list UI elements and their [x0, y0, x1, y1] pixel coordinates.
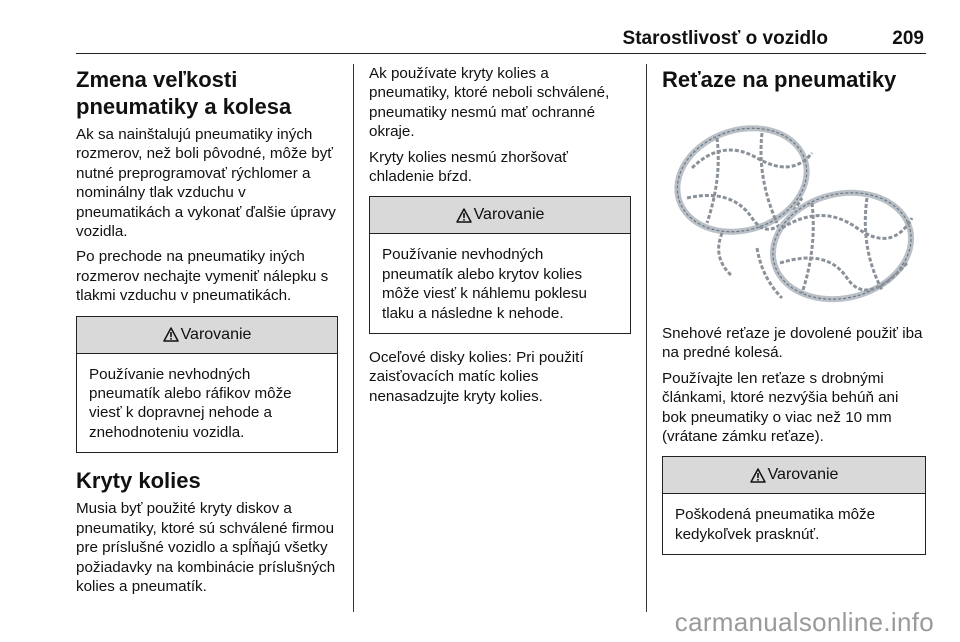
heading-size-change: Zmena veľkosti pneumatiky a kolesa: [76, 67, 292, 119]
watermark: carmanualsonline.info: [674, 607, 934, 637]
paragraph: Kryty kolies nesmú zhoršovať chladenie bŕzd.: [369, 148, 568, 186]
warning-box: [76, 316, 338, 454]
warning-box: [662, 456, 926, 555]
header-rule: [76, 53, 926, 54]
warning-text: Poškodená pneumatika môže kedykoľvek prasknúť.: [675, 506, 876, 543]
running-header-title: Starostlivosť o vozidlo: [622, 28, 828, 49]
warning-text: Používanie nevhodných pneumatík alebo ráfikov môže viesť k dopravnej nehode a znehodnoteniu vozidla.: [89, 365, 292, 441]
heading-wheel-covers: Kryty kolies: [76, 468, 201, 494]
column-middle: [369, 64, 631, 612]
warning-header: [663, 457, 925, 494]
paragraph: Po prechode na pneumatiky iných rozmerov nechajte vymeniť nálepku s tlakmi vzduchu v pneumatikách.: [76, 248, 329, 305]
column-right: [662, 64, 926, 612]
paragraph: Oceľové disky kolies: Pri použití zaisťovacích matíc kolies nenasadzujte kryty kolies.: [369, 349, 584, 405]
warning-triangle-icon: [456, 208, 472, 223]
warning-label: Varovanie: [473, 206, 545, 224]
column-divider: [353, 64, 354, 612]
warning-label: Varovanie: [767, 466, 839, 484]
column-left: [76, 64, 338, 612]
paragraph: Snehové reťaze je dovolené použiť iba na predné kolesá.: [662, 325, 923, 362]
warning-header: [370, 197, 630, 234]
warning-header: [77, 317, 337, 354]
page-number: 209: [892, 28, 924, 49]
heading-tire-chains: Reťaze na pneumatiky: [662, 67, 897, 92]
paragraph: Používajte len reťaze s drobnými článkami, ktoré nezvýšia behúň ani bok pneumatiky o viac než 10 mm (vrátane zámku reťaze).: [662, 369, 899, 446]
warning-label: Varovanie: [180, 325, 252, 343]
warning-box: [369, 196, 631, 334]
snow-chains-illustration: [662, 98, 926, 318]
paragraph: Ak používate kryty kolies a pneumatiky, ktoré neboli schválené, pneumatiky nesmú mať ochranné okraje.: [369, 65, 610, 141]
warning-text: Používanie nevhodných pneumatík alebo krytov kolies môže viesť k náhlemu poklesu tlaku a následne k nehode.: [382, 246, 587, 322]
column-divider: [646, 64, 647, 612]
warning-triangle-icon: [163, 327, 179, 342]
paragraph: Musia byť použité kryty diskov a pneumatiky, ktoré sú schválené firmou pre príslušné vozidlo a spĺňajú všetky požiadavky na kombinácie príslušných kolies a pneumatík.: [76, 500, 336, 595]
warning-triangle-icon: [750, 468, 766, 483]
paragraph: Ak sa nainštalujú pneumatiky iných rozmerov, než boli pôvodné, môže byť nutné preprogramovať rýchlomer a nominálny tlak vzduchu v pneumatikách a vykonať ďalšie úpravy vozidla.: [76, 126, 336, 241]
